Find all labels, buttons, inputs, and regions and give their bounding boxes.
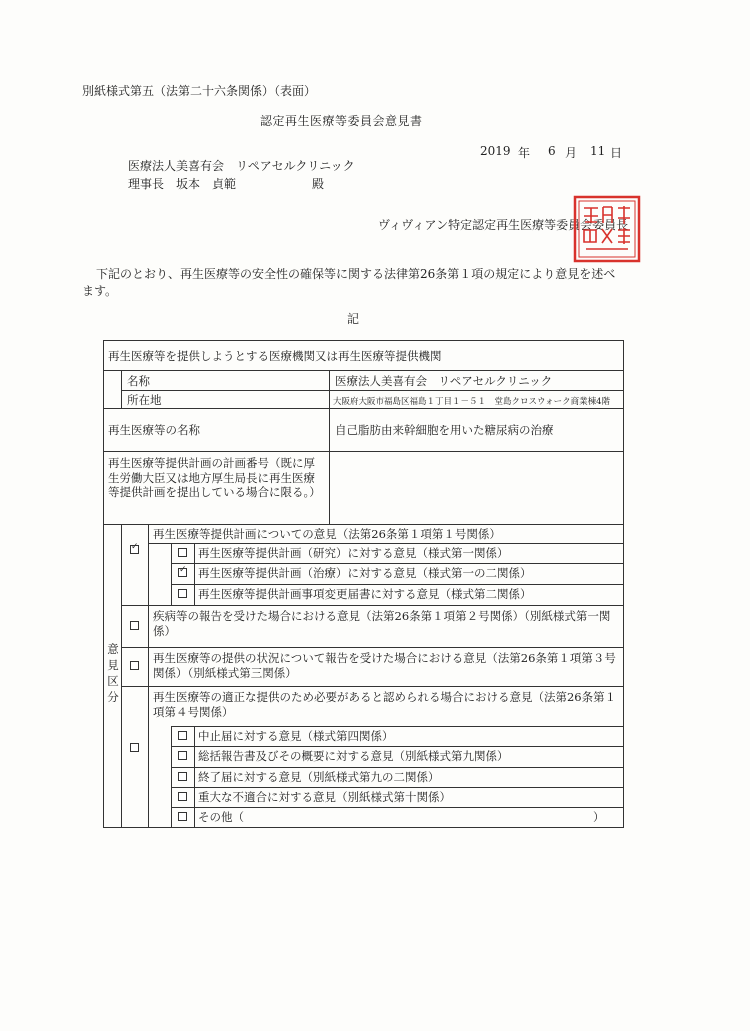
opinion-4b-checkbox[interactable] [178,751,187,760]
opinion-4-text: 再生医療等の適正な提供のため必要があると認められる場合における意見（法第26条第１項第４号関係） [153,690,617,719]
opinion-1-checkbox[interactable] [130,545,139,554]
opinion-1a-text: 再生医療等提供計画（研究）に対する意見（様式第一関係） [198,546,509,560]
form-title: 別紙様式第五（法第二十六条関係）（表面） [82,84,317,98]
opinion-1b-text: 再生医療等提供計画（治療）に対する意見（様式第一の二関係） [198,566,532,580]
opinion-1c-text: 再生医療等提供計画事項変更届書に対する意見（様式第二関係） [198,587,532,601]
date-year: 2019 [480,144,511,158]
address-label: 所在地 [127,393,162,407]
opinion-1a-checkbox[interactable] [178,548,187,557]
therapy-value: 自己脂肪由来幹細胞を用いた糖尿病の治療 [335,423,554,437]
date-day-unit: 日 [610,146,623,160]
opinion-4e-close: ） [593,810,605,824]
committee-name: ヴィヴィアン特定認定再生医療等委員会委員長 [378,218,629,232]
date-month: 6 [548,144,556,158]
opinion-2-text: 疾病等の報告を受けた場合における意見（法第26条第１項第２号関係）（別紙様式第一関係） [153,609,611,638]
provider-heading: 再生医療等を提供しようとする医療機関又は再生医療等提供機関 [108,349,442,363]
opinion-table [103,340,624,828]
date-day: 11 [590,144,606,158]
opinion-1b-checkbox[interactable] [178,568,187,577]
opinion-4c-text: 終了届に対する意見（別紙様式第九の二関係） [198,770,440,784]
opinion-1c-checkbox[interactable] [178,589,187,598]
opinion-4d-text: 重大な不適合に対する意見（別紙様式第十関係） [198,790,451,804]
honorific: 殿 [312,177,325,191]
opinion-3-text: 再生医療等の提供の状況について報告を受けた場合における意見（法第26条第１項第３号関係）（別紙様式第三関係） [153,651,616,680]
document-title: 認定再生医療等委員会意見書 [260,114,423,128]
opinion-4b-text: 総括報告書及びその概要に対する意見（別紙様式第九関係） [198,749,509,763]
opinion-4c-checkbox[interactable] [178,772,187,781]
opinion-1-text: 再生医療等提供計画についての意見（法第26条第１項第１号関係） [153,527,501,541]
opinion-4e-text: その他（ [198,810,244,824]
intro-text: 下記のとおり、再生医療等の安全性の確保等に関する法律第26条第１項の規定により意見を述べます。 [82,267,616,298]
recipient-name: 理事長 坂本 貞範 [128,177,237,191]
opinion-3-checkbox[interactable] [130,661,139,670]
committee-seal [572,194,642,264]
opinion-4a-checkbox[interactable] [178,731,187,740]
date-month-unit: 月 [565,146,578,160]
date-year-unit: 年 [518,146,531,160]
name-value: 医療法人美喜有会 リペアセルクリニック [335,374,553,388]
opinion-4-checkbox[interactable] [130,743,139,752]
plan-number-label: 再生医療等提供計画の計画番号（既に厚生労働大臣又は地方厚生局長に再生医療等提供計画を提出している場合に限る。） [108,456,321,499]
recipient-org: 医療法人美喜有会 リペアセルクリニック [128,159,355,173]
opinion-2-checkbox[interactable] [130,621,139,630]
ki-heading: 記 [347,312,360,326]
category-label: 意見区分 [107,642,119,704]
opinion-4e-checkbox[interactable] [178,812,187,821]
opinion-4a-text: 中止届に対する意見（様式第四関係） [198,729,394,743]
therapy-label: 再生医療等の名称 [108,423,200,437]
address-value: 大阪府大阪市福島区福島１丁目１－５１ 堂島クロスウォーク商業棟4階 [333,397,611,407]
name-label: 名称 [127,374,150,388]
opinion-4d-checkbox[interactable] [178,792,187,801]
